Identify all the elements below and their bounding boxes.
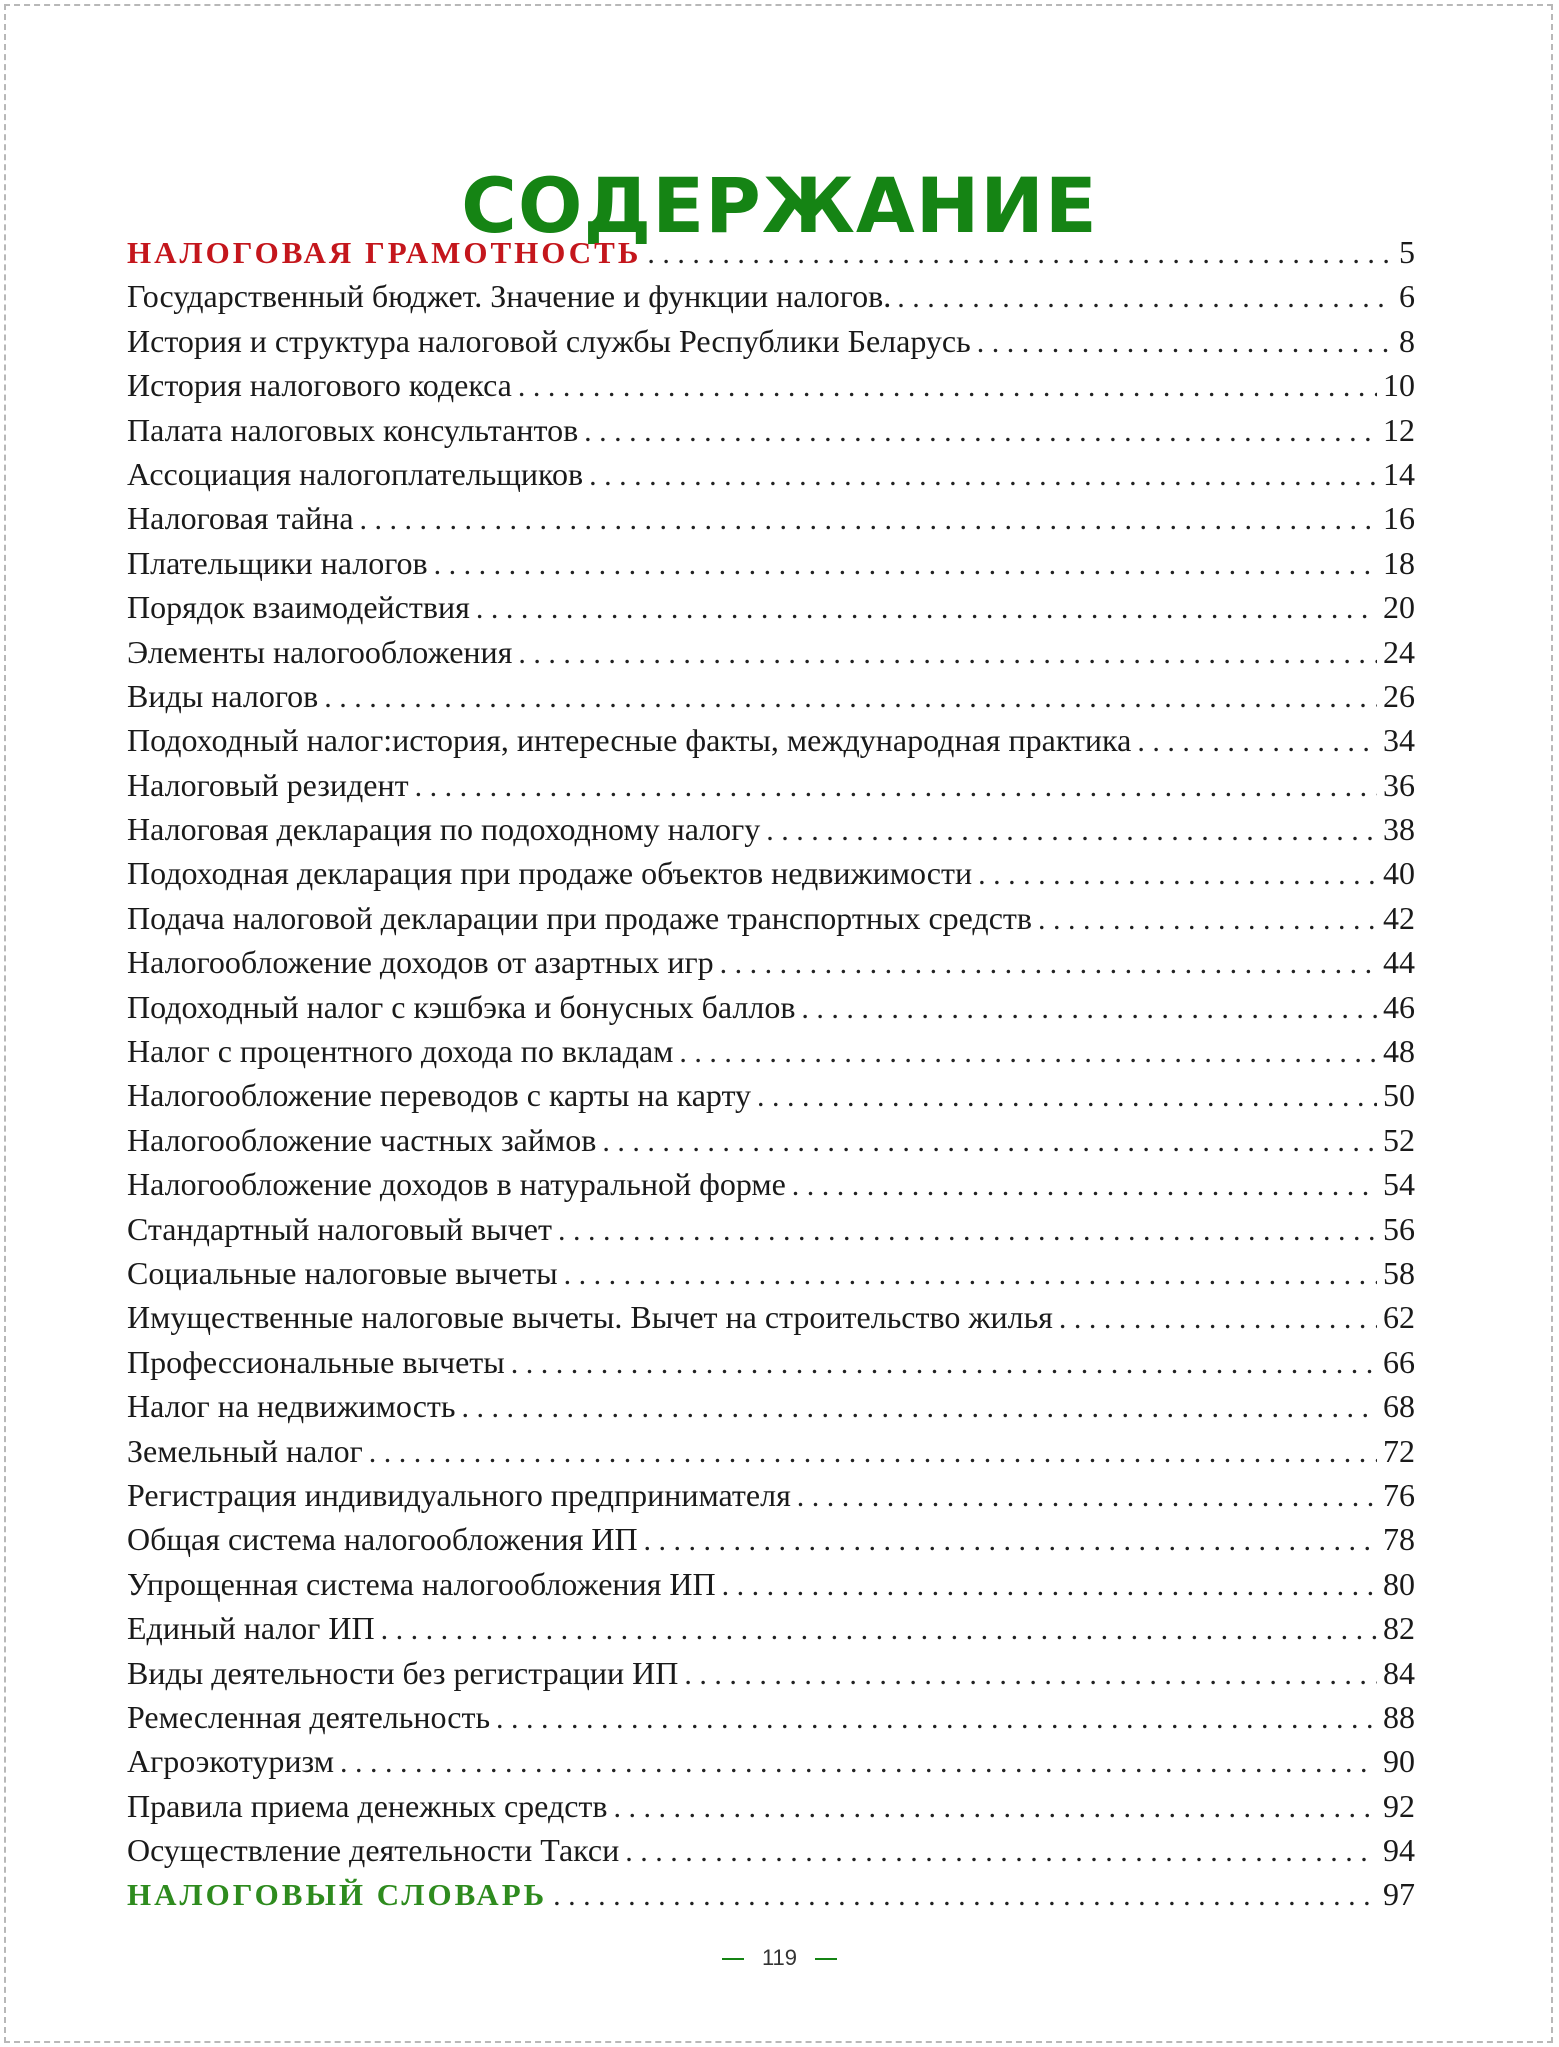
toc-page-number: 78 <box>1383 1521 1415 1558</box>
toc-page-number: 62 <box>1383 1299 1415 1336</box>
toc-dot-leader <box>1038 898 1377 942</box>
toc-dot-leader <box>558 1209 1377 1253</box>
toc-entry[interactable] <box>127 630 1415 674</box>
toc-dot-leader <box>602 1120 1377 1164</box>
toc-page-number: 44 <box>1383 944 1415 981</box>
toc-section-entry[interactable] <box>127 1872 1415 1916</box>
toc-page-number: 10 <box>1383 367 1415 404</box>
toc-entry-title: Налог на недвижимость <box>127 1388 456 1425</box>
toc-entry-title: История налогового кодекса <box>127 367 512 404</box>
toc-page-number: 16 <box>1383 500 1415 537</box>
table-of-contents <box>127 230 1415 1917</box>
toc-entry[interactable] <box>127 408 1415 452</box>
toc-entry[interactable] <box>127 1073 1415 1117</box>
toc-dot-leader <box>679 1031 1377 1075</box>
toc-dot-leader <box>564 1253 1377 1297</box>
toc-entry-title: Налогообложение частных займов <box>127 1121 597 1158</box>
toc-page-number: 24 <box>1383 633 1415 670</box>
toc-page-number: 68 <box>1383 1388 1415 1425</box>
toc-entry[interactable] <box>127 896 1415 940</box>
toc-page-number: 84 <box>1383 1654 1415 1691</box>
page-number: 119 <box>761 1945 798 1970</box>
toc-dot-leader <box>1137 720 1377 764</box>
toc-entry[interactable] <box>127 1429 1415 1473</box>
toc-entry[interactable] <box>127 1784 1415 1828</box>
toc-entry-title: Порядок взаимодействия <box>127 589 470 626</box>
toc-entry[interactable] <box>127 940 1415 984</box>
toc-entry[interactable] <box>127 1562 1415 1606</box>
toc-page-number: 38 <box>1383 811 1415 848</box>
toc-entry[interactable] <box>127 1384 1415 1428</box>
toc-entry-title: Подоходный налог:история, интересные факты, международная практика <box>127 722 1132 759</box>
toc-page-number: 12 <box>1383 411 1415 448</box>
toc-dot-leader <box>684 1653 1377 1697</box>
toc-dot-leader <box>462 1386 1378 1430</box>
toc-page-number: 72 <box>1383 1432 1415 1469</box>
toc-page-number: 8 <box>1399 322 1415 359</box>
toc-page-number: 36 <box>1383 766 1415 803</box>
toc-page-number: 20 <box>1383 589 1415 626</box>
toc-entry[interactable] <box>127 1251 1415 1295</box>
toc-entry[interactable] <box>127 585 1415 629</box>
toc-entry[interactable] <box>127 718 1415 762</box>
toc-entry-title: Земельный налог <box>127 1432 363 1469</box>
toc-entry-title: Подача налоговой декларации при продаже транспортных средств <box>127 899 1032 936</box>
toc-dot-leader <box>381 1608 1377 1652</box>
toc-dot-leader <box>434 543 1377 587</box>
toc-dot-leader <box>589 454 1377 498</box>
toc-entry-title: Осуществление деятельности Такси <box>127 1832 620 1869</box>
toc-dot-leader <box>801 987 1377 1031</box>
toc-dot-leader <box>553 1874 1377 1918</box>
toc-entry[interactable] <box>127 1695 1415 1739</box>
toc-page-number: 94 <box>1383 1832 1415 1869</box>
toc-entry[interactable] <box>127 1029 1415 1073</box>
toc-dot-leader <box>614 1786 1377 1830</box>
toc-page-number: 76 <box>1383 1476 1415 1513</box>
toc-entry[interactable] <box>127 274 1415 318</box>
footer-dash-right <box>815 1958 837 1960</box>
toc-entry[interactable] <box>127 1517 1415 1561</box>
toc-dot-leader <box>977 321 1393 365</box>
toc-entry-title: Виды деятельности без регистрации ИП <box>127 1654 679 1691</box>
toc-page-number: 52 <box>1383 1121 1415 1158</box>
toc-page-number: 50 <box>1383 1077 1415 1114</box>
toc-entry-title: Имущественные налоговые вычеты. Вычет на строительство жилья <box>127 1299 1053 1336</box>
toc-entry[interactable] <box>127 1651 1415 1695</box>
toc-entry-title: Подоходная декларация при продаже объектов недвижимости <box>127 855 973 892</box>
toc-section-entry[interactable] <box>127 230 1415 274</box>
toc-page-number: 42 <box>1383 899 1415 936</box>
toc-page-number: 80 <box>1383 1565 1415 1602</box>
toc-dot-leader <box>518 365 1377 409</box>
toc-entry[interactable] <box>127 1295 1415 1339</box>
toc-entry-title: Элементы налогообложения <box>127 633 513 670</box>
toc-entry-title: Налогообложение доходов в натуральной форме <box>127 1166 786 1203</box>
toc-entry[interactable] <box>127 1340 1415 1384</box>
toc-entry-title: Подоходный налог с кэшбэка и бонусных баллов <box>127 988 796 1025</box>
footer-dash-left <box>722 1958 744 1960</box>
toc-dot-leader <box>476 587 1377 631</box>
toc-dot-leader <box>360 498 1377 542</box>
toc-entry[interactable] <box>127 1207 1415 1251</box>
toc-entry-title: Агроэкотуризм <box>127 1743 334 1780</box>
toc-dot-leader <box>757 1075 1377 1119</box>
toc-dot-leader <box>722 1564 1377 1608</box>
toc-page-number: 14 <box>1383 455 1415 492</box>
toc-dot-leader <box>792 1164 1377 1208</box>
toc-entry-title: НАЛОГОВЫЙ СЛОВАРЬ <box>127 1877 548 1913</box>
toc-entry[interactable] <box>127 1606 1415 1650</box>
toc-entry-title: Профессиональные вычеты <box>127 1343 505 1380</box>
toc-entry[interactable] <box>127 1473 1415 1517</box>
toc-entry[interactable] <box>127 541 1415 585</box>
toc-entry-title: Единый налог ИП <box>127 1610 375 1647</box>
toc-page-number: 40 <box>1383 855 1415 892</box>
toc-entry[interactable] <box>127 1162 1415 1206</box>
toc-page-number: 92 <box>1383 1787 1415 1824</box>
toc-entry-title: Налог с процентного дохода по вкладам <box>127 1033 674 1070</box>
toc-page-number: 88 <box>1383 1698 1415 1735</box>
toc-page-number: 5 <box>1399 234 1415 270</box>
toc-entry-title: Палата налоговых консультантов <box>127 411 579 448</box>
toc-entry[interactable] <box>127 319 1415 363</box>
toc-page-number: 90 <box>1383 1743 1415 1780</box>
toc-page-number: 18 <box>1383 544 1415 581</box>
toc-entry-title: Налоговая декларация по подоходному налогу <box>127 811 761 848</box>
toc-page-number: 58 <box>1383 1254 1415 1291</box>
toc-dot-leader <box>369 1431 1377 1475</box>
toc-page-number: 26 <box>1383 677 1415 714</box>
toc-entry-title: Упрощенная система налогообложения ИП <box>127 1565 716 1602</box>
toc-entry-title: Плательщики налогов <box>127 544 428 581</box>
toc-dot-leader <box>978 853 1377 897</box>
toc-page-number: 54 <box>1383 1166 1415 1203</box>
toc-entry-title: Налогообложение переводов с карты на карту <box>127 1077 752 1114</box>
toc-entry[interactable] <box>127 674 1415 718</box>
toc-dot-leader <box>496 1697 1377 1741</box>
page-title: СОДЕРЖАНИЕ <box>461 160 1098 250</box>
toc-entry-title: НАЛОГОВАЯ ГРАМОТНОСТЬ <box>127 235 642 270</box>
toc-page-number: 56 <box>1383 1210 1415 1247</box>
toc-entry[interactable] <box>127 851 1415 895</box>
toc-entry[interactable] <box>127 1828 1415 1872</box>
toc-entry[interactable] <box>127 985 1415 1029</box>
toc-page-number: 82 <box>1383 1610 1415 1647</box>
toc-dot-leader <box>511 1342 1377 1386</box>
toc-entry-title: Государственный бюджет. Значение и функции налогов. <box>127 278 892 315</box>
toc-entry[interactable] <box>127 807 1415 851</box>
toc-entry-title: Правила приема денежных средств <box>127 1787 608 1824</box>
toc-dot-leader <box>584 410 1377 454</box>
toc-entry[interactable] <box>127 763 1415 807</box>
toc-page-number: 48 <box>1383 1033 1415 1070</box>
toc-entry[interactable] <box>127 496 1415 540</box>
toc-entry-title: История и структура налоговой службы Республики Беларусь <box>127 322 971 359</box>
toc-page-number: 97 <box>1383 1876 1415 1913</box>
toc-page-number: 66 <box>1383 1343 1415 1380</box>
toc-dot-leader <box>797 1475 1377 1519</box>
toc-dot-leader <box>897 276 1393 320</box>
toc-dot-leader <box>644 1519 1377 1563</box>
toc-dot-leader <box>340 1741 1377 1785</box>
toc-entry[interactable] <box>127 1739 1415 1783</box>
toc-page-number: 46 <box>1383 988 1415 1025</box>
toc-entry-title: Налоговая тайна <box>127 500 354 537</box>
toc-page-number: 34 <box>1383 722 1415 759</box>
toc-dot-leader <box>1059 1297 1377 1341</box>
toc-entry[interactable] <box>127 452 1415 496</box>
toc-entry-title: Социальные налоговые вычеты <box>127 1254 558 1291</box>
toc-entry[interactable] <box>127 1118 1415 1162</box>
toc-page-number: 6 <box>1399 278 1415 315</box>
toc-entry-title: Регистрация индивидуального предпринимателя <box>127 1476 791 1513</box>
toc-entry-title: Ассоциация налогоплательщиков <box>127 455 584 492</box>
toc-dot-leader <box>720 942 1377 986</box>
toc-dot-leader <box>625 1830 1377 1874</box>
toc-entry[interactable] <box>127 363 1415 407</box>
toc-dot-leader <box>766 809 1377 853</box>
toc-entry-title: Налогообложение доходов от азартных игр <box>127 944 714 981</box>
toc-entry-title: Налоговый резидент <box>127 766 409 803</box>
toc-entry-title: Ремесленная деятельность <box>127 1698 491 1735</box>
toc-dot-leader <box>415 765 1377 809</box>
toc-entry-title: Стандартный налоговый вычет <box>127 1210 552 1247</box>
toc-dot-leader <box>324 676 1377 720</box>
page-footer <box>0 1940 1559 1976</box>
toc-entry-title: Общая система налогообложения ИП <box>127 1521 638 1558</box>
toc-dot-leader <box>518 632 1377 676</box>
toc-entry-title: Виды налогов <box>127 677 319 714</box>
toc-dot-leader <box>647 232 1393 276</box>
